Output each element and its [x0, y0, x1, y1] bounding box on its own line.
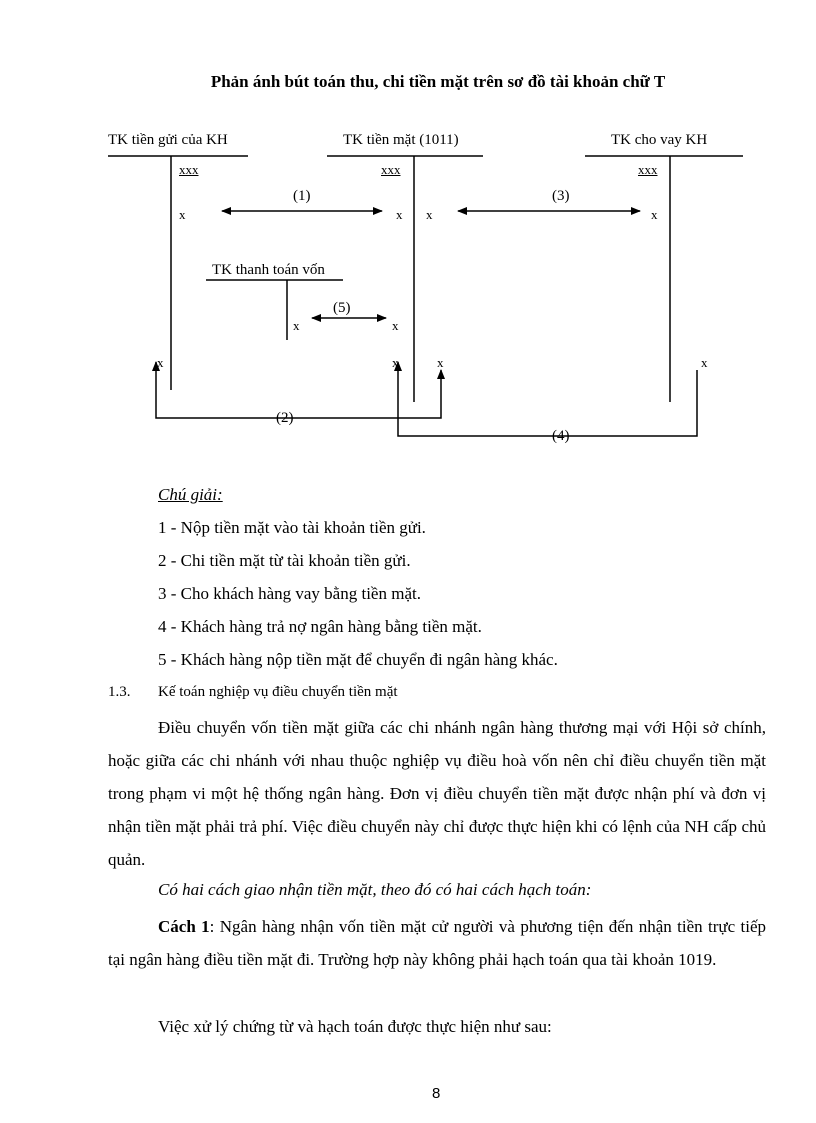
account-deposit-label: TK tiền gửi của KH — [108, 132, 228, 148]
flow-4-arrow — [398, 362, 697, 436]
entry-x: x — [426, 207, 433, 222]
paragraph-1: Điều chuyển vốn tiền mặt giữa các chi nhánh ngân hàng thương mại với Hội sở chính, hoặc giữa các chi nhánh với nhau thuộc nghiệp vụ điều hoà vốn nên chỉ điều chuyển tiền mặt trong phạm vi một hệ thống ngân hàng. Đơn vị điều chuyển tiền mặt được nhận phí và đơn vị nhận tiền mặt phải trả phí. Việc điều chuyển này chỉ được thực hiện khi có lệnh của NH cấp chủ quản. — [108, 718, 766, 869]
section-number: 1.3. — [108, 684, 131, 700]
entry-x: x — [396, 207, 403, 222]
entry-x: x — [293, 318, 300, 333]
flow-3-label: (3) — [552, 188, 570, 204]
legend-item: 2 - Chi tiền mặt từ tài khoản tiền gửi. — [158, 551, 411, 570]
flow-5-label: (5) — [333, 300, 351, 316]
flow-4-label: (4) — [552, 428, 570, 444]
entry-x: x — [392, 355, 399, 370]
legend-item: 5 - Khách hàng nộp tiền mặt để chuyển đi ngân hàng khác. — [158, 650, 558, 669]
loan-balance: xxx — [638, 162, 658, 177]
entry-x: x — [701, 355, 708, 370]
flow-2-label: (2) — [276, 410, 294, 426]
account-settlement-label: TK thanh toán vốn — [212, 262, 325, 278]
flow-1-label: (1) — [293, 188, 311, 204]
t-account-diagram — [0, 0, 816, 460]
section-title: Kế toán nghiệp vụ điều chuyển tiền mặt — [158, 684, 398, 700]
entry-x: x — [179, 207, 186, 222]
account-loan-label: TK cho vay KH — [611, 132, 708, 148]
account-cash-label: TK tiền mặt (1011) — [343, 132, 459, 148]
method-label: Cách 1 — [158, 917, 210, 936]
page-title: Phản ánh bút toán thu, chi tiền mặt trên sơ đồ tài khoản chữ T — [210, 72, 666, 91]
method-text: : Ngân hàng nhận vốn tiền mặt cử người và phương tiện đến nhận tiền trực tiếp tại ngân hàng điều tiền mặt đi. Trường hợp này không phải hạch toán qua tài khoản 1019. — [108, 917, 767, 969]
legend-item: 3 - Cho khách hàng vay bằng tiền mặt. — [158, 584, 421, 603]
page-number: 8 — [432, 1085, 441, 1102]
legend-item: 1 - Nộp tiền mặt vào tài khoản tiền gửi. — [158, 518, 426, 537]
legend-heading: Chú giải: — [158, 485, 223, 504]
legend-item: 4 - Khách hàng trả nợ ngân hàng bằng tiền mặt. — [158, 617, 482, 636]
cash-balance: xxx — [381, 162, 401, 177]
entry-x: x — [392, 318, 399, 333]
paragraph-2: Có hai cách giao nhận tiền mặt, theo đó có hai cách hạch toán: — [158, 880, 592, 899]
entry-x: x — [651, 207, 658, 222]
entry-x: x — [157, 355, 164, 370]
deposit-balance: xxx — [179, 162, 199, 177]
paragraph-4: Việc xử lý chứng từ và hạch toán được thực hiện như sau: — [158, 1017, 552, 1036]
entry-x: x — [437, 355, 444, 370]
paragraph-3 — [108, 910, 766, 976]
